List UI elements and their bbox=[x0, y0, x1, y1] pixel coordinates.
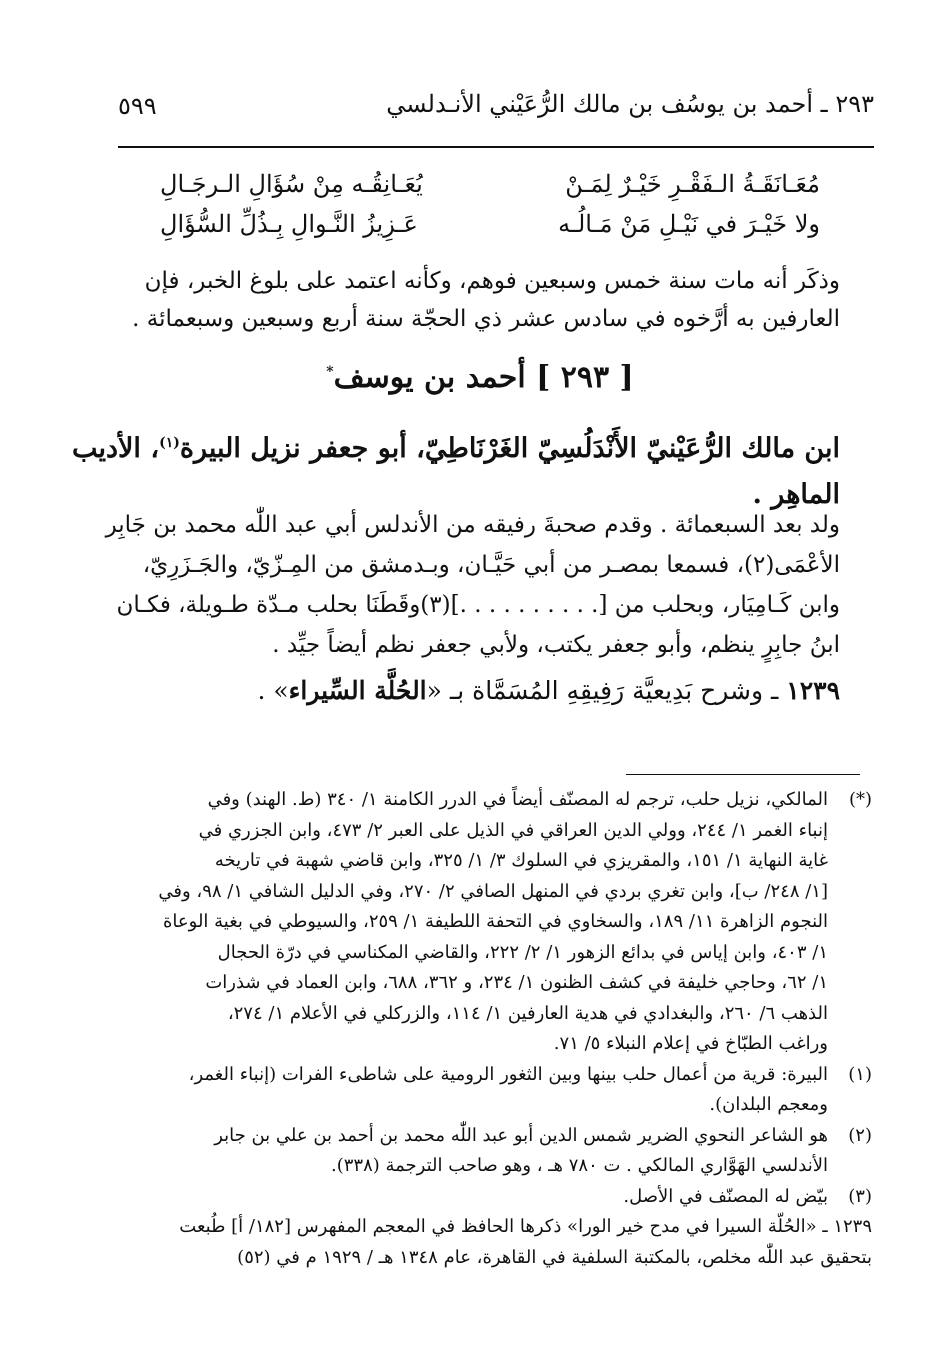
footnote bbox=[92, 1060, 872, 1121]
footnote-line: بيّض له المصنّف في الأصل. bbox=[623, 1185, 828, 1207]
footnote-line: البيرة: قرية من أعمال حلب بينها وبين الثغور الرومية على شاطىء الفرات (إنباء الغمر، bbox=[188, 1063, 828, 1085]
poem-verses bbox=[150, 170, 830, 250]
header-rule bbox=[118, 146, 874, 148]
footnote-line: [١/ ٢٤٨/ ب]، وابن تغري بردي في المنهل الصافي ٢/ ٢٧٠، وفي الدليل الشافي ١/ ٩٨، وفي bbox=[158, 880, 828, 902]
works-item-title: الحُلَّة السِّيراء bbox=[288, 676, 427, 705]
footnote-marker: (٣) bbox=[848, 1185, 872, 1207]
footnote-marker: (*) bbox=[848, 789, 872, 810]
verse-first-hemistich: ولا خَيْـرَ في نَيْـلِ مَنْ مَـالُـه bbox=[558, 210, 820, 238]
footnote-line: بتحقيق عبد اللّٰه مخلص، بالمكتبة السلفية في القاهرة، عام ١٣٤٨ هـ / ١٩٢٩ م في (٥٢) bbox=[237, 1246, 872, 1268]
page-number: ٥٩٩ bbox=[118, 92, 157, 120]
footnote-marker: (٢) bbox=[848, 1124, 872, 1146]
works-item-close: » . bbox=[257, 676, 289, 705]
footnote-line: ١/ ٤٠٣، وابن إياس في بدائع الزهور ١/ ٢/ ٢٢٢، والقاضي المكناسي في درّة الحجال bbox=[217, 941, 828, 963]
text-line: وابن كَـامِيَار، وبحلب من [. . . . . . . . . .](٣)وقَطَنَا بحلب مـدّة طـويلة، فكـان bbox=[116, 592, 840, 618]
footnote-separator bbox=[626, 774, 860, 775]
verse-line bbox=[150, 170, 830, 210]
paragraph-death-date bbox=[120, 262, 840, 338]
footnote-line: الذهب ٦/ ٢٦٠، والبغدادي في هدية العارفين ١/ ١١٤، والزركلي في الأعلام ١/ ٢٧٤، bbox=[227, 1002, 828, 1024]
text-line: العارفين به أرَّخوه في سادس عشر ذي الحجّة سنة أربع وسبعين وسبعمائة . bbox=[132, 306, 840, 332]
lineage-line bbox=[71, 420, 840, 472]
verse-second-hemistich: يُعَـانِقُـه مِنْ سُؤَالِ الـرجَـالِ bbox=[160, 170, 423, 198]
footnote-marker: (١) bbox=[848, 1063, 872, 1085]
paragraph-biography bbox=[105, 505, 840, 665]
text-line: ولد بعد السبعمائة . وقدم صحبةَ رفيقه من الأندلس أبي عبد اللّٰه محمد بن جَابِر bbox=[105, 512, 840, 538]
entry-title-mark: * bbox=[326, 364, 334, 380]
entry-lineage bbox=[71, 420, 840, 518]
footnote-line: الأندلسي الهَوَّاري المالكي . ت ٧٨٠ هـ ، وهو صاحب الترجمة (٣٣٨). bbox=[330, 1155, 828, 1176]
footnote-line: ١/ ٦٢، وحاجي خليفة في كشف الظنون ١/ ٢٣٤، و ٣٦٢، ٦٨٨، وابن العماد في شذرات bbox=[205, 972, 828, 993]
footnote-line: إنباء الغمر ١/ ٢٤٤، وولي الدين العراقي في الذيل على العبر ٢/ ٤٧٣، وابن الجزري في bbox=[198, 819, 828, 841]
footnote-line: ١٢٣٩ ـ «الحُلّة السيرا في مدح خير الورا» ذكرها الحافظ في المعجم المفهرس [١٨٢/ أ] طُبعت bbox=[179, 1216, 872, 1237]
running-title: ٢٩٣ ـ أحمد بن يوسُف بن مالك الرُّعَيْني الأنـدلسي bbox=[386, 90, 874, 118]
footnote-works-1239 bbox=[92, 1212, 872, 1273]
footnote-line: ومعجم البلدان). bbox=[709, 1094, 828, 1115]
footnote-line: المالكي، نزيل حلب، ترجم له المصنّف أيضاً في الدرر الكامنة ١/ ٣٤٠ (ط. الهند) وفي bbox=[207, 789, 828, 810]
verse-second-hemistich: عَـزِيزُ النَّـوالِ بِـذُلِّ السُّؤَالِ bbox=[160, 210, 418, 238]
lineage-text: ابن مالك الرُّعَيْنيّ الأَنْدَلُسِيّ الغَرْنَاطِيّ، أبو جعفر نزيل البيرة bbox=[179, 433, 840, 464]
works-item bbox=[257, 676, 840, 705]
footnote bbox=[92, 1121, 872, 1182]
text-line: وذكَر أنه مات سنة خمس وسبعين فوهم، وكأنه اعتمد على بلوغ الخبر، فإن bbox=[144, 268, 840, 294]
entry-title bbox=[120, 360, 840, 395]
footnote-ref: (١) bbox=[159, 435, 180, 451]
footnote-line: هو الشاعر النحوي الضرير شمس الدين أبو عبد اللّٰه محمد بن أحمد بن علي بن جابر bbox=[214, 1124, 828, 1146]
verse-first-hemistich: مُعَـانَقَـةُ الـفَقْـرِ خَيْـرٌ لِمَـنْ bbox=[565, 170, 820, 198]
verse-line bbox=[150, 210, 830, 250]
footnote bbox=[92, 1182, 872, 1213]
footnote bbox=[92, 785, 872, 1060]
works-item-text: ـ وشرح بَدِيعيَّة رَفِيقِهِ المُسَمَّاة بـ « bbox=[426, 676, 779, 705]
footnote-line: وراغب الطبّاخ في إعلام النبلاء ٥/ ٧١. bbox=[553, 1033, 828, 1054]
footnote-line: النجوم الزاهرة ١١/ ١٨٩، والسخاوي في التحفة اللطيفة ١/ ٢٥٩، والسيوطي في بغية الوعاة bbox=[162, 911, 828, 932]
entry-title-text: [ ٢٩٣ ] أحمد بن يوسف bbox=[333, 360, 634, 395]
page-header bbox=[118, 90, 874, 130]
text-line: الأعْمَى(٢)، فسمعا بمصـر من أبي حَيَّـان، وبـدمشق من المِـزّيّ، والجَـزَرِيّ، bbox=[142, 552, 840, 578]
footnotes bbox=[92, 785, 872, 1273]
works-item-number: ١٢٣٩ bbox=[786, 676, 840, 705]
text-line: ابنُ جابِرٍ ينظم، وأبو جعفر يكتب، ولأبي جعفر نظم أيضاً جيِّد . bbox=[272, 632, 840, 658]
lineage-line: الماهِر . bbox=[752, 479, 840, 510]
lineage-text: ، الأديب bbox=[71, 433, 160, 464]
footnote-line: غاية النهاية ١/ ١٥١، والمقريزي في السلوك ٣/ ١/ ٣٢٥، وابن قاضي شهبة في تاريخه bbox=[214, 850, 828, 871]
